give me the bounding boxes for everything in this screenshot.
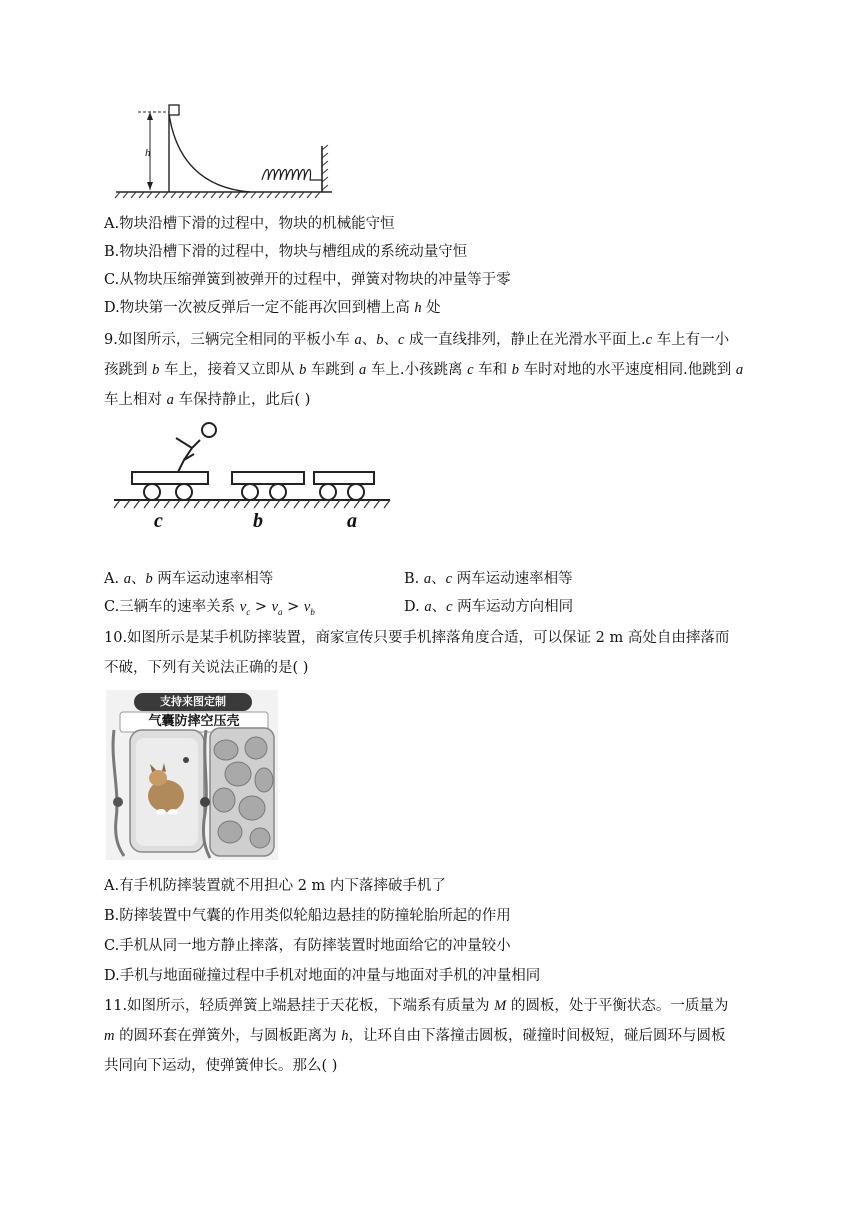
q8-option-c: C.从物块压缩弹簧到被弹开的过程中，弹簧对物块的冲量等于零 bbox=[104, 272, 511, 288]
q9-stem-line-2: 孩跳到 b 车上，接着又立即从 b 车跳到 a 车上.小孩跳离 c 车和 b 车时对地的水平速度相同.他跳到 a bbox=[104, 362, 744, 378]
q8-option-d: D.物块第一次被反弹后一定不能再次回到槽上高 h 处 bbox=[104, 300, 441, 316]
q10-option-d: D.手机与地面碰撞过程中手机对地面的冲量与地面对手机的冲量相同 bbox=[104, 968, 541, 984]
cart-a bbox=[314, 472, 374, 500]
spring bbox=[262, 170, 322, 181]
q10-option-c: C.手机从同一地方静止摔落，有防摔装置时地面给它的冲量较小 bbox=[104, 938, 511, 954]
height-label: h bbox=[145, 147, 151, 159]
q9-option-d: D. a、c 两车运动方向相同 bbox=[404, 599, 574, 615]
cart-label-b: b bbox=[253, 510, 263, 532]
block bbox=[169, 105, 179, 115]
cart-label-c: c bbox=[154, 510, 163, 532]
q9-option-b: B. a、c 两车运动速率相等 bbox=[404, 571, 573, 587]
q11-stem-line-3: 共同向下运动，使弹簧伸长。那么( ) bbox=[104, 1058, 338, 1074]
q11-stem-line-2: m 的圆环套在弹簧外，与圆板距离为 h，让环自由下落撞击圆板，碰撞时间极短，碰后圆环与圆板 bbox=[104, 1028, 726, 1044]
q10-option-b: B.防摔装置中气囊的作用类似轮船边悬挂的防撞轮胎所起的作用 bbox=[104, 908, 511, 924]
cart-c bbox=[132, 472, 208, 500]
q10-stem-line-1: 10.如图所示是某手机防摔装置，商家宣传只要手机摔落角度合适，可以保证 2 m 高处自由摔落而 bbox=[104, 630, 730, 646]
photo-banner-text: 支持来图定制 bbox=[160, 695, 226, 708]
q10-stem-line-2: 不破，下列有关说法正确的是( ) bbox=[104, 660, 309, 676]
q9-option-c: C.三辆车的速率关系 $v_c > v_a > v_b$ bbox=[104, 599, 315, 617]
q8-option-b: B.物块沿槽下滑的过程中，物块与槽组成的系统动量守恒 bbox=[104, 244, 468, 260]
q8-option-a: A.物块沿槽下滑的过程中，物块的机械能守恒 bbox=[104, 216, 395, 232]
q11-stem-line-1: 11.如图所示，轻质弹簧上端悬挂于天花板，下端系有质量为 M 的圆板，处于平衡状态。一质量为 bbox=[104, 998, 729, 1014]
cart-label-a: a bbox=[347, 510, 357, 532]
three-carts-figure bbox=[112, 418, 392, 510]
phone-case-photo bbox=[106, 690, 278, 860]
child-figure bbox=[176, 423, 216, 472]
photo-title-text: 气囊防摔空压壳 bbox=[148, 714, 240, 729]
q10-option-a: A.有手机防摔装置就不用担心 2 m 内下落摔破手机了 bbox=[104, 878, 446, 894]
q9-stem-line-3: 车上相对 a 车保持静止，此后( ) bbox=[104, 392, 311, 408]
q9-stem-line-1: 9.如图所示，三辆完全相同的平板小车 a、b、c 成一直线排列，静止在光滑水平面上.c 车上有一小 bbox=[104, 332, 730, 348]
q9-option-a: A. a、b 两车运动速率相等 bbox=[104, 571, 274, 587]
cart-b bbox=[232, 472, 304, 500]
